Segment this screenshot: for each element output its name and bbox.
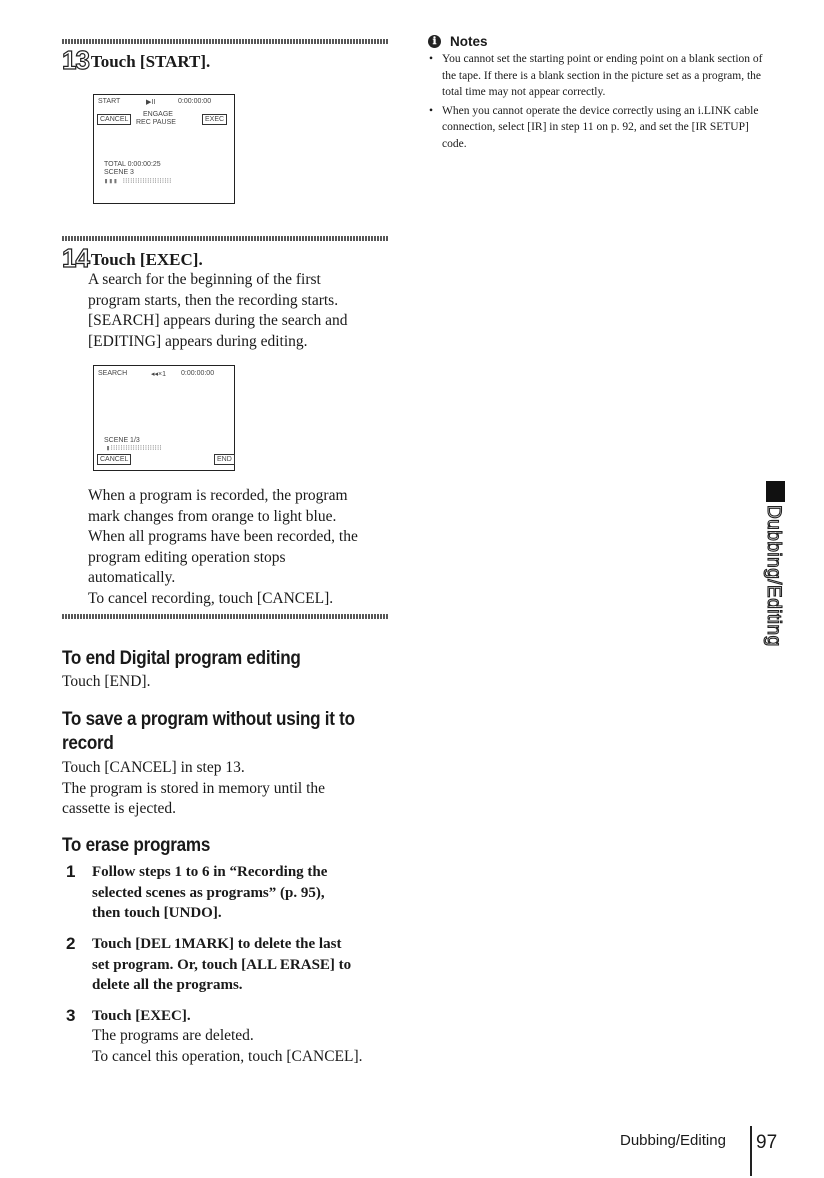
side-label-text: Dubbing/Editing bbox=[763, 505, 784, 647]
exec-button[interactable]: EXEC bbox=[202, 114, 227, 125]
heading-line: To save a program without using it to bbox=[62, 709, 355, 730]
text-line: Follow steps 1 to 6 in “Recording the bbox=[92, 864, 328, 880]
timecode: 0:00:00:00 bbox=[181, 370, 215, 377]
text-line: then touch [UNDO]. bbox=[92, 905, 222, 921]
scene-count: SCENE 3 bbox=[104, 169, 134, 176]
step-number: 3 bbox=[66, 1006, 76, 1025]
section-body: Touch [END]. bbox=[62, 673, 151, 690]
section-heading: To erase programs bbox=[62, 835, 211, 856]
search-label: SEARCH bbox=[98, 370, 128, 377]
list-item bbox=[66, 1006, 406, 1072]
step-number: 1 bbox=[66, 862, 76, 881]
step-text bbox=[92, 934, 402, 996]
notes-title: Notes bbox=[450, 34, 488, 49]
total-time: TOTAL 0:00:00:25 bbox=[104, 161, 161, 168]
step-divider bbox=[62, 614, 388, 619]
page-footer bbox=[0, 1132, 824, 1172]
step-14-heading bbox=[62, 243, 203, 273]
step-text: Touch [EXEC]. bbox=[92, 1008, 191, 1024]
scene-count: SCENE 1/3 bbox=[104, 437, 140, 444]
text-line: When a program is recorded, the program bbox=[88, 487, 348, 504]
timecode: 0:00:00:00 bbox=[178, 98, 212, 105]
text-line: selected scenes as programs” (p. 95), bbox=[92, 884, 325, 901]
step-number: 2 bbox=[66, 934, 76, 953]
text-line: To cancel recording, touch [CANCEL]. bbox=[88, 589, 334, 607]
note-item: • You cannot set the starting point or ending point on a blank section of the tape. If there is a blank section in the picture set as a program, the total time may not appear correctly. bbox=[428, 51, 768, 101]
rec-pause-label: REC PAUSE bbox=[136, 119, 176, 126]
section-heading bbox=[62, 708, 395, 756]
text-line: The program is stored in memory until the bbox=[62, 779, 326, 797]
heading-line: record bbox=[62, 733, 114, 754]
section-tab-marker bbox=[766, 481, 785, 502]
footer-section-name: Dubbing/Editing bbox=[620, 1132, 726, 1149]
text-line: The programs are deleted. bbox=[92, 1027, 254, 1044]
step-detail bbox=[92, 1026, 412, 1067]
text-line: automatically. bbox=[88, 569, 176, 586]
page-number: 97 bbox=[756, 1132, 778, 1153]
step-divider bbox=[62, 39, 388, 44]
text-line: [EDITING] appears during editing. bbox=[88, 332, 308, 350]
text-line: delete all the programs. bbox=[92, 977, 243, 993]
step-title: Touch [START]. bbox=[90, 52, 211, 71]
speed-indicator: ◂◂×1 bbox=[151, 371, 167, 378]
play-pause-icon: ▶II bbox=[146, 99, 156, 106]
program-marks: ▮⁞⁞⁞⁞⁞⁞⁞⁞⁞⁞⁞⁞⁞⁞⁞⁞⁞⁞⁞⁞⁞ bbox=[106, 444, 163, 452]
text-line: [SEARCH] appears during the search and bbox=[88, 312, 348, 329]
end-button[interactable]: END bbox=[214, 454, 235, 465]
text-line: A search for the beginning of the first bbox=[88, 271, 321, 288]
section-heading: To end Digital program editing bbox=[62, 648, 301, 669]
section-body bbox=[62, 758, 402, 820]
step-divider bbox=[62, 236, 388, 241]
notes-box bbox=[428, 34, 768, 152]
step-13-heading bbox=[62, 45, 211, 75]
lcd-screen-start bbox=[93, 94, 235, 204]
step-14-description bbox=[88, 270, 398, 352]
text-line: cassette is ejected. bbox=[62, 800, 177, 817]
note-item: • When you cannot operate the device correctly using an i.LINK cable connection, select [IR] in step 11 on p. 92, and set the [IR SETUP] code. bbox=[428, 103, 768, 153]
cancel-button[interactable]: CANCEL bbox=[97, 114, 131, 125]
cancel-button[interactable]: CANCEL bbox=[97, 454, 131, 465]
step-number: 13 bbox=[62, 45, 89, 75]
text-line: Touch [DEL 1MARK] to delete the last bbox=[92, 936, 342, 952]
text-line: Touch [CANCEL] in step 13. bbox=[62, 759, 245, 776]
text-line: program editing operation stops bbox=[88, 548, 286, 566]
step-title: Touch [EXEC]. bbox=[90, 250, 203, 269]
text-line: To cancel this operation, touch [CANCEL]. bbox=[92, 1047, 363, 1065]
text-line: When all programs have been recorded, the bbox=[88, 528, 358, 545]
footer-divider bbox=[750, 1126, 752, 1176]
list-item bbox=[66, 862, 406, 928]
engage-label: ENGAGE bbox=[143, 111, 173, 118]
info-icon: ℹ bbox=[428, 35, 441, 48]
step-text bbox=[92, 862, 402, 924]
section-side-label bbox=[760, 505, 790, 647]
program-marks: ▮▮▮ ⁞⁞⁞⁞⁞⁞⁞⁞⁞⁞⁞⁞⁞⁞⁞⁞⁞⁞⁞⁞ bbox=[104, 177, 172, 185]
list-item bbox=[66, 934, 406, 1000]
start-label: START bbox=[98, 98, 121, 105]
erase-steps bbox=[66, 862, 406, 1072]
text-line: set program. Or, touch [ALL ERASE] to bbox=[92, 956, 352, 973]
step-number: 14 bbox=[62, 243, 89, 273]
text-line: mark changes from orange to light blue. bbox=[88, 507, 337, 525]
notes-heading bbox=[428, 34, 768, 49]
lcd-screen-search bbox=[93, 365, 235, 471]
step-14-result bbox=[88, 486, 408, 609]
text-line: program starts, then the recording starts. bbox=[88, 291, 339, 309]
